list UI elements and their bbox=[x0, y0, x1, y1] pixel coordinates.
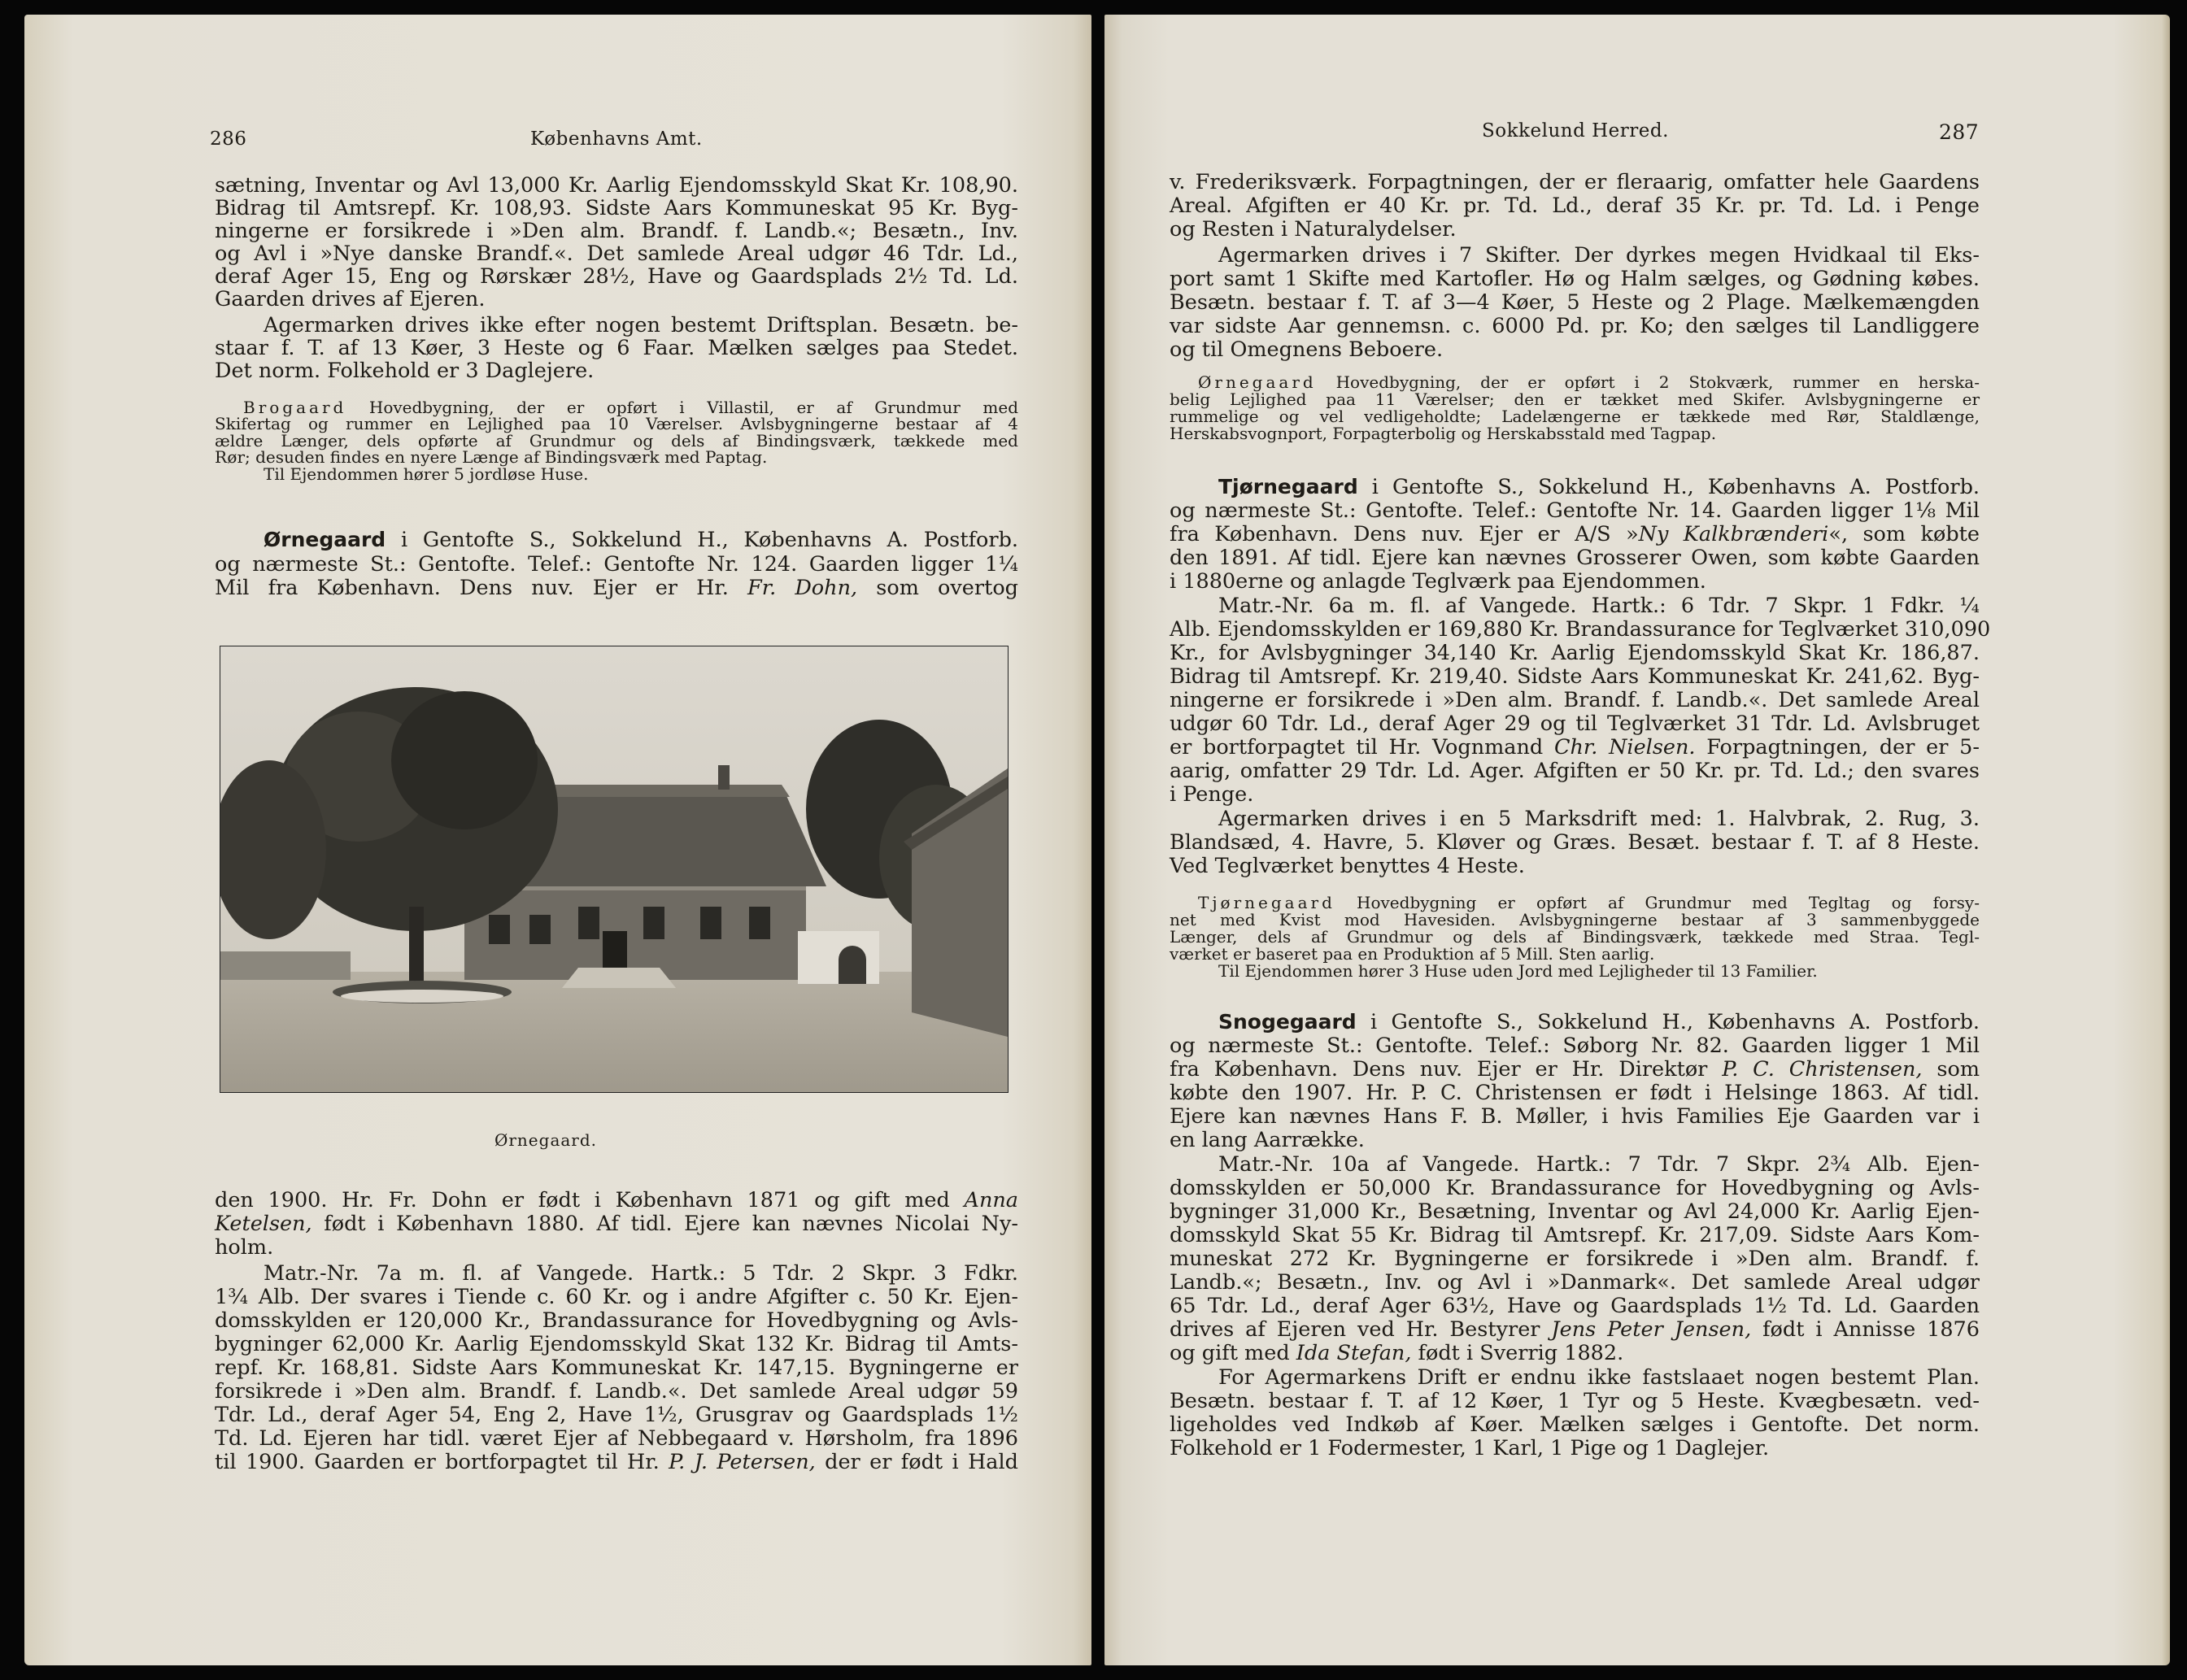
entry-heading: Tjørnegaard bbox=[1218, 475, 1358, 498]
body-line: 1¾ Alb. Der svares i Tiende c. 60 Kr. og i andre Afgifter c. 50 Kr. Ejen- bbox=[215, 1285, 1018, 1309]
body-line: Ketelsen, født i København 1880. Af tidl. Ejere kan nævnes Nicolai Ny- bbox=[215, 1212, 1018, 1236]
body-line: repf. Kr. 168,81. Sidste Aars Kommuneskat Kr. 147,15. Bygningerne er bbox=[215, 1356, 1018, 1380]
body-line: v. Frederiksværk. Forpagtningen, der er fleraarig, omfatter hele Gaardens bbox=[1170, 170, 1980, 194]
body-line: Tdr. Ld., deraf Ager 54, Eng 2, Have 1½, Grusgrav og Gaardsplads 1½ bbox=[215, 1403, 1018, 1427]
body-line: deraf Ager 15, Eng og Rørskær 28½, Have og Gaardsplads 2½ Td. Ld. bbox=[215, 264, 1018, 289]
body-line: Bidrag til Amtsrepf. Kr. 219,40. Sidste Aars Kommuneskat Kr. 241,62. Byg- bbox=[1170, 664, 1980, 689]
small-print-line: Til Ejendommen hører 5 jordløse Huse. bbox=[264, 464, 589, 484]
body-line: 65 Tdr. Ld., deraf Ager 63½, Have og Gaardsplads 1½ Td. Ld. Gaarden bbox=[1170, 1294, 1980, 1318]
body-line: ningerne er forsikrede i »Den alm. Brandf. f. Landb.«. Det samlede Areal bbox=[1170, 688, 1980, 712]
small-print-line: Brogaard Hovedbygning, der er opført i Villastil, er af Grundmur med bbox=[243, 398, 1018, 417]
body-line: er bortforpagtet til Hr. Vognmand Chr. Nielsen. Forpagtningen, der er 5- bbox=[1170, 735, 1980, 759]
body-line: Agermarken drives i en 5 Marksdrift med: 1. Halvbrak, 2. Rug, 3. bbox=[1218, 807, 1980, 831]
body-line: Bidrag til Amtsrepf. Kr. 108,93. Sidste Aars Kommuneskat 95 Kr. Byg- bbox=[215, 196, 1018, 220]
body-line: Folkehold er 1 Fodermester, 1 Karl, 1 Pige og 1 Daglejer. bbox=[1170, 1436, 1770, 1460]
body-line: Besætn. bestaar f. T. af 3—4 Køer, 5 Heste og 2 Plage. Mælkemængden bbox=[1170, 290, 1980, 315]
body-line: Mil fra København. Dens nuv. Ejer er Hr. Fr. Dohn, som overtog bbox=[215, 576, 1018, 600]
entry-first-line: Ørnegaard i Gentofte S., Sokkelund H., Københavns A. Postforb. bbox=[264, 528, 1018, 552]
body-line: fra København. Dens nuv. Ejer er A/S »Ny Kalkbrænderi«, som købte bbox=[1170, 522, 1980, 546]
body-line: Matr.-Nr. 10a af Vangede. Hartk.: 7 Tdr. 7 Skpr. 2¾ Alb. Ejen- bbox=[1218, 1152, 1980, 1177]
body-line: den 1900. Hr. Fr. Dohn er født i København 1871 og gift med Anna bbox=[215, 1188, 1018, 1212]
entry-heading: Ørnegaard bbox=[264, 528, 386, 551]
right-page-number: 287 bbox=[1939, 120, 1980, 144]
body-line: bygninger 62,000 Kr. Aarlig Ejendomsskyld Skat 132 Kr. Bidrag til Amts- bbox=[215, 1332, 1018, 1356]
body-line: port samt 1 Skifte med Kartofler. Hø og Halm sælges, og Gødning købes. bbox=[1170, 267, 1980, 291]
entry-first-line: Tjørnegaard i Gentofte S., Sokkelund H., Københavns A. Postforb. bbox=[1218, 475, 1980, 499]
farmhouse-photograph bbox=[220, 646, 1008, 1092]
body-line: Ejere kan nævnes Hans F. B. Møller, i hvis Families Eje Gaarden var i bbox=[1170, 1104, 1980, 1129]
body-line: staar f. T. af 13 Køer, 3 Heste og 6 Faar. Mælken sælges paa Stedet. bbox=[215, 336, 1018, 360]
body-line: var sidste Aar gennemsn. c. 6000 Pd. pr. Ko; den sælges til Landliggere bbox=[1170, 314, 1980, 338]
body-line: holm. bbox=[215, 1235, 274, 1260]
body-line: domsskyld Skat 55 Kr. Bidrag til Amtsrepf. Kr. 217,09. Sidste Aars Kom- bbox=[1170, 1223, 1980, 1247]
body-line: domsskylden er 120,000 Kr., Brandassurance for Hovedbygning og Avls- bbox=[215, 1308, 1018, 1333]
body-line: i Penge. bbox=[1170, 782, 1254, 807]
left-running-head: Københavns Amt. bbox=[530, 128, 703, 150]
body-line: i 1880erne og anlagde Teglværk paa Ejendommen. bbox=[1170, 569, 1706, 594]
body-line: bygninger 31,000 Kr., Besætning, Inventar og Avl 24,000 Kr. Aarlig Ejen- bbox=[1170, 1199, 1980, 1224]
body-line: Td. Ld. Ejeren har tidl. været Ejer af Nebbegaard v. Hørsholm, fra 1896 bbox=[215, 1426, 1018, 1451]
body-line: domsskylden er 50,000 Kr. Brandassurance for Hovedbygning og Avls- bbox=[1170, 1176, 1980, 1200]
body-line: forsikrede i »Den alm. Brandf. f. Landb.«. Det samlede Areal udgør 59 bbox=[215, 1379, 1018, 1404]
small-print-line: Herskabsvognport, Forpagterbolig og Herskabsstald med Tagpap. bbox=[1170, 424, 1717, 443]
body-line: Blandsæd, 4. Havre, 5. Kløver og Græs. Besæt. bestaar f. T. af 8 Heste. bbox=[1170, 830, 1980, 855]
body-line: ligeholdes ved Indkøb af Køer. Mælken sælges i Gentofte. Det norm. bbox=[1170, 1412, 1980, 1437]
body-line: Det norm. Folkehold er 3 Daglejere. bbox=[215, 359, 595, 383]
right-running-head: Sokkelund Herred. bbox=[1482, 120, 1669, 141]
small-print-line: belig Lejlighed paa 11 Værelser; den er tækket med Skifer. Avlsbygningerne er bbox=[1170, 390, 1980, 409]
body-line: udgør 60 Tdr. Ld., deraf Ager 29 og til Teglværket 31 Tdr. Ld. Avlsbruget bbox=[1170, 712, 1980, 736]
body-line: muneskat 272 Kr. Bygningerne er forsikrede i »Den alm. Brandf. f. bbox=[1170, 1247, 1980, 1271]
body-line: Agermarken drives i 7 Skifter. Der dyrkes megen Hvidkaal til Eks- bbox=[1218, 243, 1980, 268]
body-line: Alb. Ejendomsskylden er 169,880 Kr. Brandassurance for Teglværket 310,090 bbox=[1170, 617, 1991, 642]
body-line: Matr.-Nr. 7a m. fl. af Vangede. Hartk.: 5 Tdr. 2 Skpr. 3 Fdkr. bbox=[264, 1261, 1018, 1286]
body-line: Gaarden drives af Ejeren. bbox=[215, 287, 486, 311]
spaced-name: Ørnegaard bbox=[1198, 372, 1317, 392]
small-print-line: Tjørnegaard Hovedbygning er opført af Grundmur med Tegltag og forsy- bbox=[1198, 893, 1980, 912]
body-line: Ved Teglværket benyttes 4 Heste. bbox=[1170, 854, 1525, 878]
body-line: og gift med Ida Stefan, født i Sverrig 1882. bbox=[1170, 1341, 1624, 1365]
body-line: drives af Ejeren ved Hr. Bestyrer Jens Peter Jensen, født i Annisse 1876 bbox=[1170, 1317, 1980, 1342]
small-print-line: ældre Længer, dels opførte af Grundmur og dels af Bindingsværk, tækkede med bbox=[215, 431, 1018, 450]
body-line: fra København. Dens nuv. Ejer er Hr. Direktør P. C. Christensen, som bbox=[1170, 1057, 1980, 1082]
body-line: købte den 1907. Hr. P. C. Christensen er født i Helsinge 1863. Af tidl. bbox=[1170, 1081, 1980, 1105]
small-print-line: Længer, dels af Grundmur og dels af Bindingsværk, tækkede med Straa. Tegl- bbox=[1170, 927, 1980, 947]
small-print-line: net med Kvist mod Havesiden. Avlsbygningerne bestaar af 3 sammenbyggede bbox=[1170, 910, 1980, 929]
body-line: Landb.«; Besætn., Inv. og Avl i »Danmark«. Det samlede Areal udgør bbox=[1170, 1270, 1980, 1295]
body-line: den 1891. Af tidl. Ejere kan nævnes Grosserer Owen, som købte Gaarden bbox=[1170, 546, 1980, 570]
body-line: en lang Aarrække. bbox=[1170, 1128, 1365, 1152]
small-print-line: rummelige og vel vedligeholdte; Ladelængerne er tækkede med Rør, Staldlænge, bbox=[1170, 407, 1980, 426]
left-page-number: 286 bbox=[210, 128, 247, 150]
body-line: og til Omegnens Beboere. bbox=[1170, 337, 1444, 362]
small-print-line: Skifertag og rummer en Lejlighed paa 10 Værelser. Avlsbygningerne bestaar af 4 bbox=[215, 414, 1018, 433]
body-line: Areal. Afgiften er 40 Kr. pr. Td. Ld., deraf 35 Kr. pr. Td. Ld. i Penge bbox=[1170, 194, 1980, 218]
small-print-line: Ørnegaard Hovedbygning, der er opført i 2 Stokværk, rummer en herska- bbox=[1198, 372, 1980, 392]
ornegaard-photo bbox=[220, 646, 1009, 1093]
spaced-name: Brogaard bbox=[243, 398, 347, 417]
body-line: aarig, omfatter 29 Tdr. Ld. Ager. Afgiften er 50 Kr. pr. Td. Ld.; den svares bbox=[1170, 759, 1980, 783]
body-line: Agermarken drives ikke efter nogen bestemt Driftsplan. Besætn. be- bbox=[264, 313, 1018, 337]
small-print-line: Rør; desuden findes en nyere Længe af Bindingsværk med Paptag. bbox=[215, 447, 768, 467]
entry-first-line: Snogegaard i Gentofte S., Sokkelund H., Københavns A. Postforb. bbox=[1218, 1010, 1980, 1034]
body-line: og Resten i Naturalydelser. bbox=[1170, 217, 1457, 242]
body-line: ningerne er forsikrede i »Den alm. Brandf. f. Landb.«; Besætn., Inv. bbox=[215, 219, 1018, 243]
body-line: Kr., for Avlsbygninger 34,140 Kr. Aarlig Ejendomsskyld Skat Kr. 186,87. bbox=[1170, 641, 1980, 665]
small-print-line: Til Ejendommen hører 3 Huse uden Jord med Lejligheder til 13 Familier. bbox=[1218, 961, 1818, 981]
entry-heading: Snogegaard bbox=[1218, 1010, 1357, 1034]
body-line: og nærmeste St.: Gentofte. Telef.: Gentofte Nr. 124. Gaarden ligger 1¼ bbox=[215, 552, 1018, 577]
small-print-line: værket er baseret paa en Produktion af 5 Mill. Sten aarlig. bbox=[1170, 944, 1655, 964]
body-line: Matr.-Nr. 6a m. fl. af Vangede. Hartk.: 6 Tdr. 7 Skpr. 1 Fdkr. ¼ bbox=[1218, 594, 1980, 618]
body-line: og nærmeste St.: Gentofte. Telef.: Søborg Nr. 82. Gaarden ligger 1 Mil bbox=[1170, 1034, 1980, 1058]
body-line: og nærmeste St.: Gentofte. Telef.: Gentofte Nr. 14. Gaarden ligger 1⅛ Mil bbox=[1170, 498, 1980, 523]
spaced-name: Tjørnegaard bbox=[1198, 893, 1335, 912]
photo-caption: Ørnegaard. bbox=[494, 1130, 598, 1150]
body-line: For Agermarkens Drift er endnu ikke fastslaaet nogen bestemt Plan. bbox=[1218, 1365, 1980, 1390]
body-line: Besætn. bestaar f. T. af 12 Køer, 1 Tyr og 5 Heste. Kvægbesætn. ved- bbox=[1170, 1389, 1980, 1413]
body-line: sætning, Inventar og Avl 13,000 Kr. Aarlig Ejendomsskyld Skat Kr. 108,90. bbox=[215, 173, 1018, 198]
body-line: til 1900. Gaarden er bortforpagtet til Hr. P. J. Petersen, der er født i Hald bbox=[215, 1450, 1018, 1474]
body-line: og Avl i »Nye danske Brandf.«. Det samlede Areal udgør 46 Tdr. Ld., bbox=[215, 242, 1018, 266]
